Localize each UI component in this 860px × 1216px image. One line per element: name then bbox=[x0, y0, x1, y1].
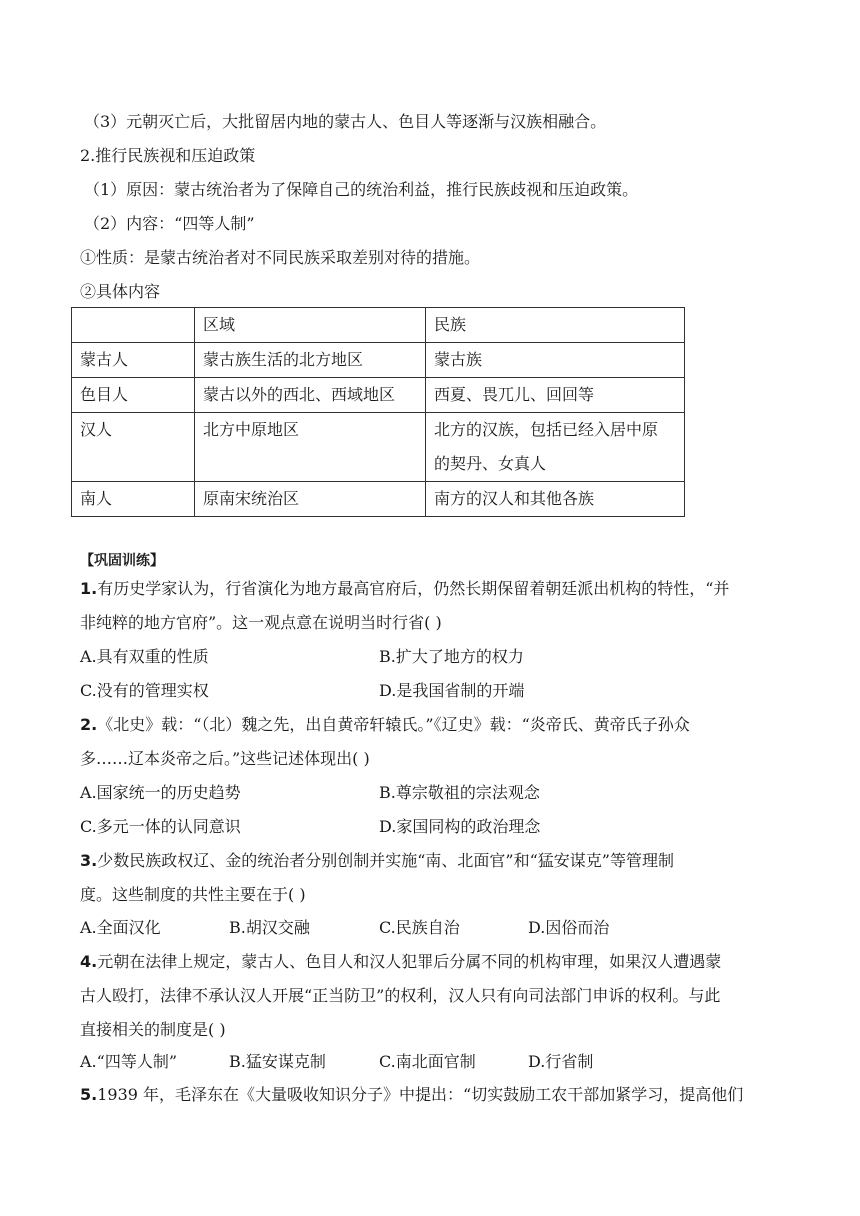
intro-line-1: （3）元朝灭亡后，大批留居内地的蒙古人、色目人等逐渐与汉族相融合。 bbox=[84, 112, 607, 131]
table-header-cell bbox=[72, 308, 195, 343]
question-text: 有历史学家认为，行省演化为地方最高官府后，仍然长期保留着朝廷派出机构的特性，“并 bbox=[97, 579, 730, 598]
question-4-line-2: 古人殴打，法律不承认汉人开展“正当防卫”的权利，汉人只有向司法部门申诉的权利。与此 bbox=[80, 986, 721, 1005]
table-cell: 北方中原地区 bbox=[195, 413, 426, 482]
table-row bbox=[72, 343, 685, 378]
question-number: 1. bbox=[80, 579, 98, 598]
question-3-option-b[interactable]: B.胡汉交融 bbox=[229, 918, 310, 937]
question-3-line-2: 度。这些制度的共性主要在于( ) bbox=[80, 885, 306, 904]
table-cell: 蒙古族 bbox=[426, 343, 685, 378]
question-text: 少数民族政权辽、金的统治者分别创制并实施“南、北面官”和“猛安谋克”等管理制 bbox=[97, 851, 674, 870]
question-1-line-1 bbox=[80, 579, 729, 599]
question-1-line-2: 非纯粹的地方官府”。这一观点意在说明当时行省( ) bbox=[80, 613, 442, 632]
table-cell: 汉人 bbox=[72, 413, 195, 482]
intro-line-2: 2.推行民族视和压迫政策 bbox=[80, 146, 256, 165]
question-5-line-1 bbox=[80, 1085, 743, 1105]
question-2-line-1 bbox=[80, 715, 690, 735]
intro-line-3: （1）原因：蒙古统治者为了保障自己的统治利益，推行民族歧视和压迫政策。 bbox=[84, 180, 639, 199]
table-row bbox=[72, 482, 685, 517]
table-cell: 蒙古以外的西北、西域地区 bbox=[195, 378, 426, 413]
table-header-cell: 区域 bbox=[195, 308, 426, 343]
question-number: 5. bbox=[80, 1085, 98, 1104]
question-2-option-c[interactable]: C.多元一体的认同意识 bbox=[80, 817, 241, 836]
question-4-line-3: 直接相关的制度是( ) bbox=[80, 1020, 226, 1039]
question-text: 1939 年，毛泽东在《大量吸收知识分子》中提出：“切实鼓励工农干部加紧学习，提高他们 bbox=[97, 1085, 744, 1104]
table-cell-line: 的契丹、女真人 bbox=[434, 454, 547, 473]
table-header-row bbox=[72, 308, 685, 343]
table-row bbox=[72, 378, 685, 413]
question-4-line-1 bbox=[80, 952, 721, 972]
intro-line-6: ②具体内容 bbox=[80, 282, 161, 301]
table-row bbox=[72, 413, 685, 482]
question-number: 4. bbox=[80, 952, 98, 971]
question-3-line-1 bbox=[80, 851, 674, 871]
table-cell: 蒙古族生活的北方地区 bbox=[195, 343, 426, 378]
question-2-option-d[interactable]: D.家国同构的政治理念 bbox=[379, 817, 541, 836]
intro-line-4: （2）内容：“四等人制” bbox=[84, 214, 255, 233]
question-number: 2. bbox=[80, 715, 98, 734]
question-text: 《北史》载：“（北）魏之先，出自黄帝轩辕氏。”《辽史》载：“炎帝氏、黄帝氏子孙众 bbox=[97, 715, 690, 734]
question-3-option-a[interactable]: A.全面汉化 bbox=[80, 918, 161, 937]
question-4-option-b[interactable]: B.猛安谋克制 bbox=[229, 1052, 326, 1071]
table-cell-line: 北方的汉族，包括已经入居中原 bbox=[434, 420, 659, 439]
table-cell: 色目人 bbox=[72, 378, 195, 413]
question-1-option-a[interactable]: A.具有双重的性质 bbox=[80, 647, 209, 666]
section-title: 【巩固训练】 bbox=[80, 553, 164, 569]
question-1-option-c[interactable]: C.没有的管理实权 bbox=[80, 681, 209, 700]
table-cell: 蒙古人 bbox=[72, 343, 195, 378]
question-number: 3. bbox=[80, 851, 98, 870]
table-cell: 原南宋统治区 bbox=[195, 482, 426, 517]
question-2-option-a[interactable]: A.国家统一的历史趋势 bbox=[80, 783, 241, 802]
question-4-option-a[interactable]: A.“四等人制” bbox=[80, 1052, 178, 1071]
table-cell: 南人 bbox=[72, 482, 195, 517]
question-2-line-2: 多……辽本炎帝之后。”这些记述体现出( ) bbox=[80, 749, 370, 768]
intro-line-5: ①性质：是蒙古统治者对不同民族采取差别对待的措施。 bbox=[80, 248, 481, 267]
table-header-cell: 民族 bbox=[426, 308, 685, 343]
table-cell bbox=[426, 413, 685, 482]
table-cell: 南方的汉人和其他各族 bbox=[426, 482, 685, 517]
table-cell: 西夏、畏兀儿、回回等 bbox=[426, 378, 685, 413]
question-1-option-d[interactable]: D.是我国省制的开端 bbox=[379, 681, 525, 700]
question-4-option-c[interactable]: C.南北面官制 bbox=[379, 1052, 476, 1071]
question-3-option-c[interactable]: C.民族自治 bbox=[379, 918, 460, 937]
question-text: 元朝在法律上规定，蒙古人、色目人和汉人犯罪后分属不同的机构审理，如果汉人遭遇蒙 bbox=[97, 952, 722, 971]
question-1-option-b[interactable]: B.扩大了地方的权力 bbox=[379, 647, 524, 666]
four-class-table bbox=[71, 307, 685, 517]
question-2-option-b[interactable]: B.尊宗敬祖的宗法观念 bbox=[379, 783, 540, 802]
question-4-option-d[interactable]: D.行省制 bbox=[528, 1052, 594, 1071]
question-3-option-d[interactable]: D.因俗而治 bbox=[528, 918, 610, 937]
